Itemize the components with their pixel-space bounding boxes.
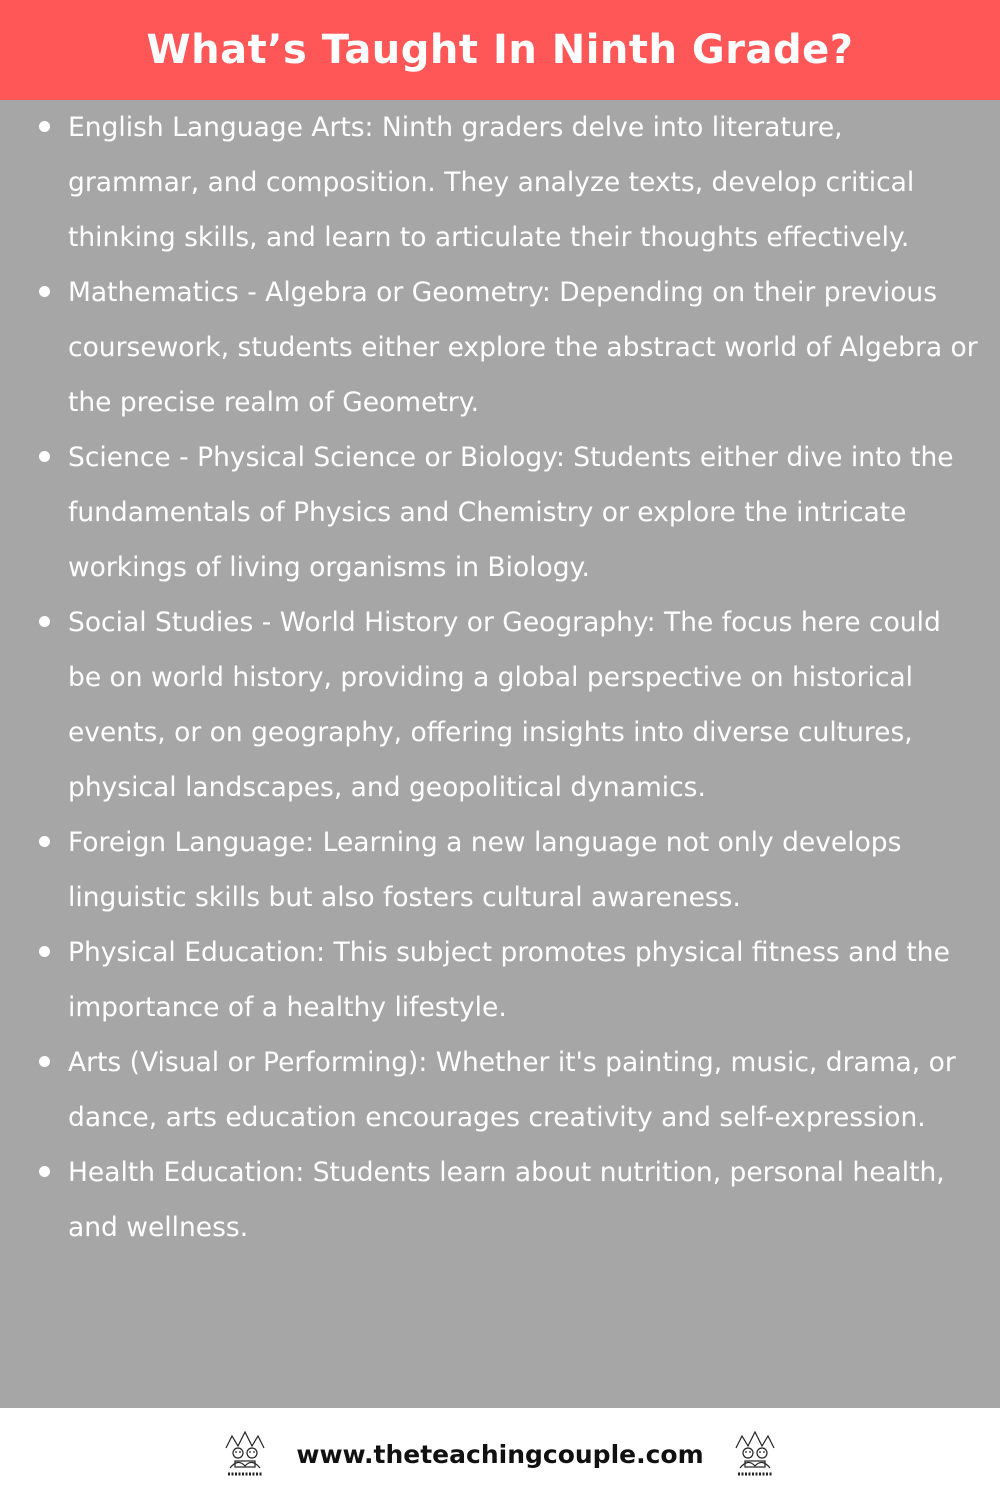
bullet-icon: [39, 1056, 50, 1067]
page-footer: [0, 1408, 1000, 1500]
teaching-couple-logo-icon: [218, 1426, 272, 1482]
list-item: [0, 595, 1000, 815]
bullet-icon: [39, 121, 50, 132]
list-item: [0, 925, 1000, 1035]
list-item-text: Foreign Language: Learning a new language not only develops linguistic skills but also fosters cultural awareness.: [68, 827, 902, 913]
content-area: [0, 100, 1000, 1408]
bullet-icon: [39, 836, 50, 847]
bullet-icon: [39, 1166, 50, 1177]
website-link[interactable]: www.theteachingcouple.com: [296, 1439, 704, 1469]
list-item: [0, 430, 1000, 595]
list-item-text: Science - Physical Science or Biology: Students either dive into the fundamentals of Physics and Chemistry or explore the intricate workings of living organisms in Biology.: [68, 442, 954, 583]
list-item-text: Social Studies - World History or Geography: The focus here could be on world history, providing a global perspective on historical events, or on geography, offering insights into diverse cultures, physical landscapes, and geopolitical dynamics.: [68, 607, 941, 803]
list-item-text: English Language Arts: Ninth graders delve into literature, grammar, and composition. They analyze texts, develop critical thinking skills, and learn to articulate their thoughts effectively.: [68, 112, 915, 253]
list-item-text: Arts (Visual or Performing): Whether it's painting, music, drama, or dance, arts education encourages creativity and self-expression.: [68, 1047, 956, 1133]
bullet-icon: [39, 616, 50, 627]
page-header: [0, 0, 1000, 100]
list-item-text: Health Education: Students learn about nutrition, personal health, and wellness.: [68, 1157, 945, 1243]
bullet-icon: [39, 946, 50, 957]
list-item-text: Physical Education: This subject promotes physical fitness and the importance of a healthy lifestyle.: [68, 937, 950, 1023]
list-item: [0, 100, 1000, 265]
teaching-couple-logo-icon: [728, 1426, 782, 1482]
list-item: [0, 265, 1000, 430]
bullet-icon: [39, 451, 50, 462]
list-item: [0, 1035, 1000, 1145]
subject-list: [0, 100, 1000, 1255]
list-item: [0, 815, 1000, 925]
list-item-text: Mathematics - Algebra or Geometry: Depending on their previous coursework, students either explore the abstract world of Algebra or the precise realm of Geometry.: [68, 277, 978, 418]
list-item: [0, 1145, 1000, 1255]
page-title: What’s Taught In Ninth Grade?: [146, 27, 854, 73]
bullet-icon: [39, 286, 50, 297]
